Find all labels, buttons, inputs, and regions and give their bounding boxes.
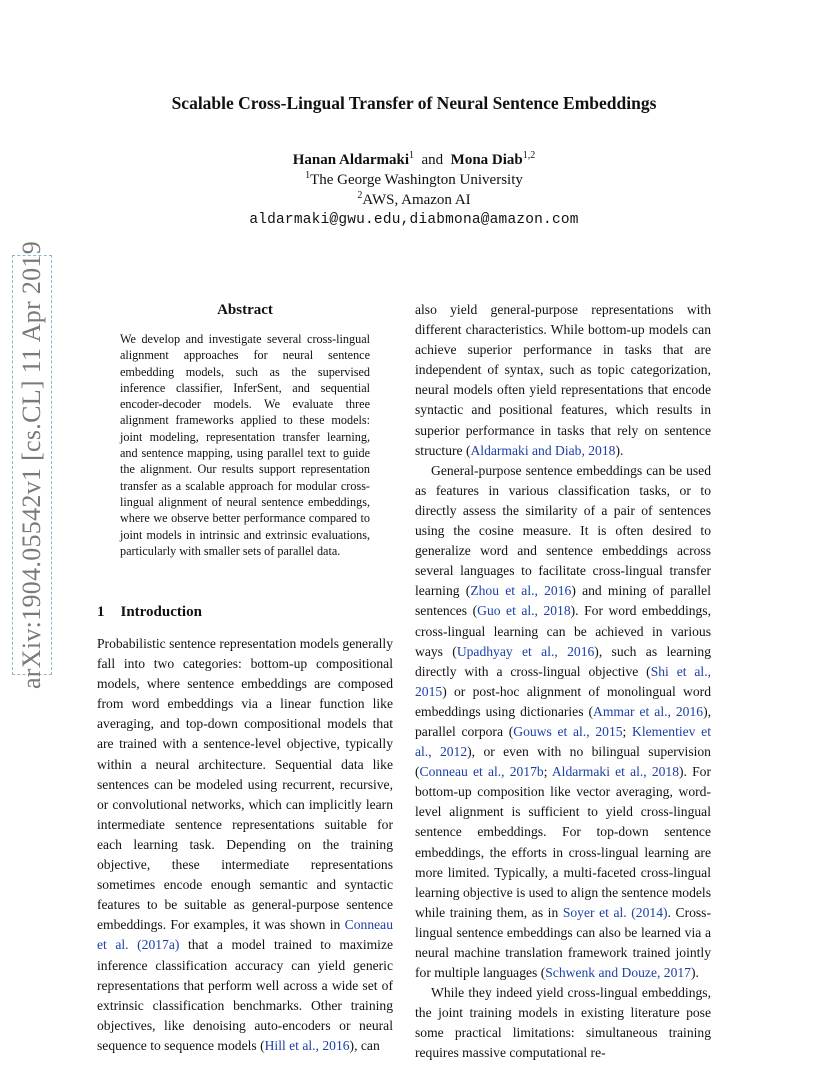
left-column-body	[97, 634, 393, 1056]
citation-link[interactable]: Hill et al., 2016	[264, 1037, 350, 1053]
citation-link[interactable]: Klementiev et al., 2012	[415, 723, 711, 760]
arxiv-watermark	[12, 240, 52, 690]
abstract-heading: Abstract	[217, 302, 273, 318]
section-number: 1	[97, 604, 105, 620]
author-2: Mona Diab	[450, 152, 523, 168]
citation-link[interactable]: Conneau et al., 2017b	[419, 764, 544, 780]
intro-paragraph-1: Probabilistic sentence representation models generally fall into two categories: bottom-up compositional models, where sentence embeddings are composed from word embeddings via a linear function like averaging, and top-down compositional models that are trained with a sentence-level objective, typically within a neural architecture. Sequential data like sentences can be modeled using recurrent, recursive, or convolutional networks, which can implicitly learn intermediate sentence representations suitable for each learning task. Depending on the training objective, these intermediate representations sometimes encode enough semantic and syntactic features to be suitable as general-purpose sentence embeddings. For examples, it was shown in Conneau et al. (2017a) that a model trained to maximize inference classification accuracy can yield generic representations that perform well across a wide set of extrinsic classification benchmarks. Other training objectives, like denoising auto-encoders or neural sequence to sequence models (Hill et al., 2016), can	[97, 636, 394, 1053]
author-emails: aldarmaki@gwu.edu,diabmona@amazon.com	[249, 212, 579, 228]
citation-link[interactable]: Ammar et al., 2016	[593, 703, 704, 719]
intro-paragraph-1-cont: also yield general-purpose representations with different characteristics. While bottom-up models can achieve superior performance in tasks that are independent of syntax, such as topic categorization, neural models often yield representations that encode syntactic and positional features, which results in superior performance in tasks that rely on sentence structure (Aldarmaki and Diab, 2018).	[415, 302, 711, 458]
author-1: Hanan Aldarmaki	[292, 152, 409, 168]
affiliation-2: $^2$AWS, Amazon AI	[357, 190, 471, 208]
citation-link[interactable]: Soyer et al. (2014)	[562, 904, 668, 920]
section-title: Introduction	[120, 604, 202, 620]
and-text: and	[421, 152, 444, 168]
author-block	[0, 150, 828, 230]
citation-link[interactable]: Zhou et al., 2016	[470, 583, 572, 599]
citation-link[interactable]: Guo et al., 2018	[477, 603, 571, 619]
citation-link[interactable]: Aldarmaki and Diab, 2018	[470, 442, 616, 458]
affiliation-1: $^1$The George Washington University	[305, 170, 523, 188]
citation-link[interactable]: Conneau et al. (2017a)	[97, 917, 393, 953]
right-column-body	[415, 300, 711, 1064]
author-line: Hanan Aldarmaki$^1$ and Mona Diab$^{1,2}$	[292, 150, 536, 168]
citation-link[interactable]: Gouws et al., 2015	[513, 723, 623, 739]
citation-link[interactable]: Shi et al., 2015	[415, 663, 711, 699]
citation-link[interactable]: Aldarmaki et al., 2018	[551, 764, 680, 780]
section-heading	[97, 604, 202, 621]
citation-link[interactable]: Schwenk and Douze, 2017	[545, 965, 691, 981]
intro-paragraph-2: General-purpose sentence embeddings can be used as features in various classification tasks, or to directly assess the similarity of a pair of sentences using the cosine measure. It is often desired to generalize word and sentence embeddings across several languages to facilitate cross-lingual transfer learning (Zhou et al., 2016) and mining of parallel sentences (Guo et al., 2018). For word embeddings, cross-lingual learning can be achieved in various ways (Upadhyay et al., 2016), such as learning directly with a cross-lingual objective (Shi et al., 2015) or post-hoc alignment of monolingual word embeddings using dictionaries (Ammar et al., 2016), parallel corpora (Gouws et al., 2015; Klementiev et al., 2012), or even with no bilingual supervision (Conneau et al., 2017b; Aldarmaki et al., 2018). For bottom-up composition like vector averaging, word-level alignment is sufficient to yield cross-lingual sentence embeddings. For top-down sentence embeddings, the efforts in cross-lingual learning are more limited. Typically, a multi-faceted cross-lingual learning objective is used to align the sentence models while training them, as in Soyer et al. (2014). Cross-lingual sentence embeddings can also be learned via a neural machine translation framework trained jointly for multiple languages (Schwenk and Douze, 2017).	[415, 462, 712, 981]
intro-paragraph-3: While they indeed yield cross-lingual embeddings, the joint training models in existing literature pose some practical limitations: simultaneous training requires massive computational re-	[415, 985, 711, 1061]
abstract-text: We develop and investigate several cross-lingual alignment approaches for neural sentence embedding models, such as the supervised inference classifier, InferSent, and sequential encoder-decoder models. We evaluate three alignment frameworks applied to these models: joint modeling, representation transfer learning, and sentence mapping, using parallel text to guide the alignment. Our results support representation transfer as a scalable approach for modular cross-lingual alignment of neural sentence embeddings, where we observe better performance compared to joint models in intrinsic and extrinsic evaluations, particularly with smaller sets of parallel data.	[120, 332, 370, 558]
citation-link[interactable]: Upadhyay et al., 2016	[456, 643, 595, 659]
arxiv-identifier: arXiv:1904.05542v1 [cs.CL] 11 Apr 2019	[17, 240, 46, 690]
paper-title: Scalable Cross-Lingual Transfer of Neural Sentence Embeddings	[171, 93, 657, 113]
